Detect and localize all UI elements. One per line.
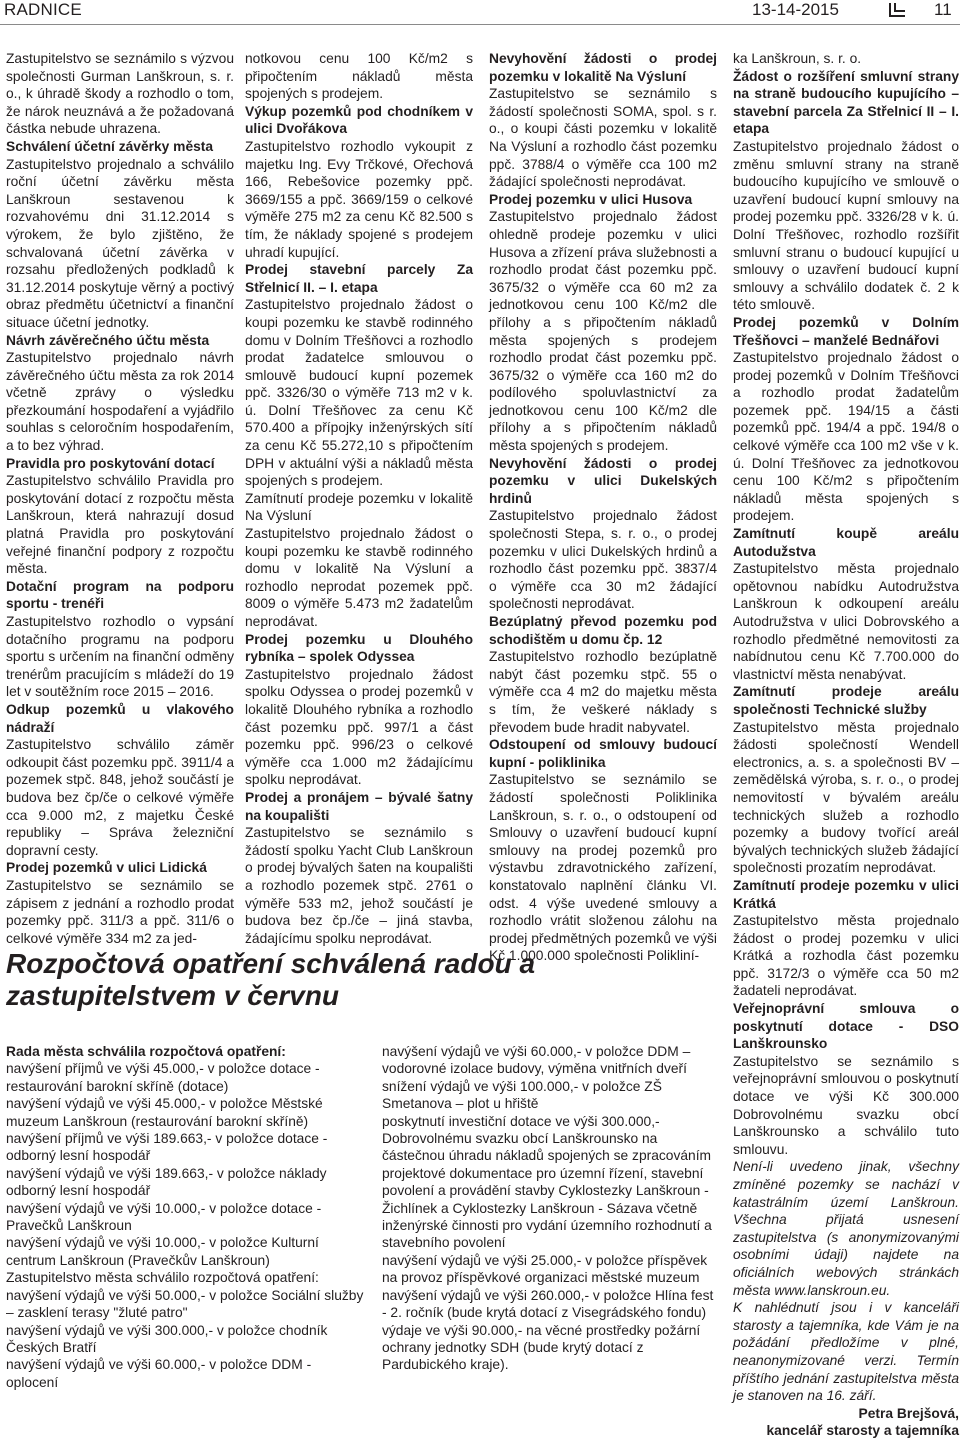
body-paragraph: Zastupitelstvo projednalo žádost o prodej pozemků v Dolním Třešňovci a rozhodlo prodat žadatelům pozemek ppč. 194/15 a části pozemků ppč. 194/4 a ppč. 194/8 o celkové výměře cca 100 m2 vše v k. ú. Dolní Třešňovec za jednotkovou cenu 100 Kč/m2 s připočtením nákladů města spojených s prodejem.: [733, 350, 959, 524]
body-paragraph: Zastupitelstvo rozhodlo vykoupit z majetku Ing. Evy Trčkové, Ořechová 166, Rebešovice pozemky ppč. 3669/155 a ppč. 3669/159 o celkové výměře 275 m2 za cenu Kč 82.500 s tím, že náklady spojené s prodejem uhradí kupující.: [245, 138, 473, 260]
body-paragraph: navýšení výdajů ve výši 300.000,- v položce chodník Českých Bratří: [6, 1322, 328, 1355]
article-column-1: [6, 50, 234, 947]
section-heading: Pravidla pro poskytování dotací: [6, 455, 215, 471]
body-paragraph: navýšení výdajů ve výši 25.000,- v položce příspěvek na provoz příspěvkové organizaci městské muzeum: [382, 1252, 708, 1286]
body-paragraph: navýšení výdajů ve výši 50.000,- v položce Sociální služby – zasklení terasy "žluté patro": [6, 1287, 364, 1321]
section-heading: Nevyhovění žádosti o prodej pozemku v lokalitě Na Výsluní: [489, 51, 717, 84]
note-paragraph: Není-li uvedeno jinak, všechny zmíněné pozemky se nachází v katastrálním území Lanškroun. Všechna přijatá usnesení zastupitelstva (s anonymizovanými osobními údaji) najdete na oficiálních webových stránkách města www.lanskroun.eu.: [733, 1159, 959, 1298]
body-paragraph: ka Lanškroun, s. r. o.: [733, 51, 862, 66]
body-paragraph: Zastupitelstvo se seznámilo s veřejnoprávní smlouvou o poskytnutí dotace ve výši Kč 300.000 Dobrovolnému svazku obcí Lanškrounsko a schválilo tuto smlouvu.: [733, 1053, 959, 1157]
section-heading: Veřejnoprávní smlouva o poskytnutí dotace - DSO Lanškrounsko: [733, 1001, 959, 1052]
body-paragraph: poskytnutí investiční dotace ve výši 300.000,- Dobrovolnému svazku obcí Lanškrounsko na částečnou úhradu nákladů spojených se zpracováním projektové dokumentace pro územní řízení, stavební povolení a provádění stavby Cyklostezky Lanškroun - Žichlínek a Cyklostezky Lanškroun - Sázava včetně inženýrské činnosti pro vydání územního rozhodnutí a stavebního povolení: [382, 1113, 712, 1251]
issue-date: 13-14-2015: [752, 0, 839, 19]
body-paragraph: Zastupitelstvo projednalo žádost spolku Odyssea o prodej pozemků v lokalitě Dlouhého rybníka a rozhodlo část pozemku ppč. 997/1 a část pozemku ppč. 996/23 o celkové výměře cca 1.000 m2 žádajícímu spolku neprodávat.: [245, 666, 473, 788]
page-number: 11: [934, 0, 952, 19]
body-paragraph: navýšení výdajů ve výši 10.000,- v položce dotace - Pravečků Lanškroun: [6, 1200, 322, 1234]
newspaper-logo-icon: [888, 2, 906, 18]
body-paragraph: Zastupitelstvo města projednalo opětovnou nabídku Autodružstva Lanškroun k odkoupení areálu Autodružstva v ulici Dobrovského a rozhodlo předmětné nemovitosti za nabídnutou cenu Kč 7.700.000 do vlastnictví města nenabývat.: [733, 561, 959, 682]
note-paragraph: K nahlédnutí jsou i v kanceláři starosty a tajemníka, kde Vám je na požádání předložíme v plné, neanonymizované verzi. Termín příštího jednání zastupitelstva města je stanoven na 16. září.: [733, 1300, 959, 1404]
body-paragraph: Zastupitelstvo schválilo záměr odkoupit část pozemku ppč. 3911/4 a pozemek stpč. 848, jehož součástí je budova bez čp/če o celkové výměře cca 9.000 m2, z majetku České republiky – Správa železniční dopravní cesty.: [6, 737, 234, 858]
section-title: RADNICE: [4, 0, 82, 19]
section-heading: Odkup pozemků u vlakového nádraží: [6, 701, 234, 735]
section-heading: Dotační program na podporu sportu - trenéři: [6, 578, 234, 612]
body-paragraph: Zastupitelstvo projednalo žádost o změnu smluvní strany na straně budoucího kupujícího ve smlouvě o uzavření budoucí kupní smlouvy na prodej pozemku ppč. 3326/28 v k. ú. Dolní Třešňovec, rozhodlo rozšířit smluvní stranu o budoucí kupující u smlouvy o uzavření budoucí kupní smlouvy a schválilo dodatek č. 2 k této smlouvě.: [733, 138, 959, 313]
body-paragraph: Zastupitelstvo projednalo žádost ohledně prodeje pozemku v ulici Husova a zřízení práva služebnosti a rozhodlo prodat část pozemku ppč. 3675/32 o výměře cca 60 m2 za jednotkovou cenu 100 Kč/m2 dle přílohy a s připočtením nákladů města spojených s prodejem rozhodlo prodat část pozemku ppč. 3675/32 o výměře cca 160 m2 do podílového spoluvlastnictví za jednotkovou cenu 100 Kč/m2 dle přílohy a s připočtením nákladů města spojených s prodejem.: [489, 209, 717, 454]
section-heading: Prodej pozemku u Dlouhého rybníka – spolek Odyssea: [245, 631, 473, 665]
body-paragraph: navýšení výdajů ve výši 60.000,- v položce DDM – vodorovné izolace budovy, výměna vnitřních dveří: [382, 1044, 691, 1077]
section-heading: Prodej pozemku v ulici Husova: [489, 191, 693, 207]
body-paragraph: Zastupitelstvo města projednalo žádosti společností Wendell electronics, a. s. a společnosti BV – zemědělská výroba, s. r. o., o prodej nemovitostí v bývalém areálu technických služeb a rozhodlo pozemky a budovy tvořící areál bývalých technických služeb žádající společnosti prozatím neprodávat.: [733, 719, 959, 876]
body-paragraph: Zastupitelstvo projednalo žádost o koupi pozemku ke stavbě rodinného domu v Dolním Třešňovci a rozhodlo prodat žadatelce smlouvou o smlouvě budoucí kupní pozemek ppč. 3326/30 o výměře 713 m2 v k. ú. Dolní Třešňovec za cenu Kč 570.400 a přípojky inženýrských sítí za cenu Kč 55.272,10 s připočtením DPH v aktuální výši a nákladů města spojených s prodejem.: [245, 297, 473, 489]
body-paragraph: navýšení výdajů ve výši 189.663,- v položce náklady odborný lesní hospodář: [6, 1165, 327, 1199]
budget-list-left: [6, 1043, 364, 1391]
article-column-3: [489, 50, 717, 965]
body-paragraph: Zastupitelstvo projednalo žádost o koupi pozemku ke stavbě rodinného domu v lokalitě Na Výsluní a rozhodlo neprodat pozemek ppč. 8009 o výměře 5.473 m2 žadatelům neprodávat.: [245, 526, 473, 629]
body-paragraph: výdaje ve výši 90.000,- na věcné prostředky požární ochrany jednotky SDH (bude krytý dotací z Pardubického kraje).: [382, 1322, 701, 1373]
body-paragraph: navýšení výdajů ve výši 45.000,- v položce Městské muzeum Lanškroun (restaurování barokní skříně): [6, 1096, 323, 1129]
section-heading: Návrh závěrečného účtu města: [6, 332, 210, 348]
body-paragraph: Zastupitelstvo se seznámilo s výzvou společnosti Gurman Lanškroun, s. r. o., k úhradě škody a rozhodlo o tom, že nárok neuznává a že požadovaná částka nebude uhrazena.: [6, 51, 234, 137]
body-paragraph: Zastupitelstvo se seznámilo se žádostí společnosti Poliklinika Lanškroun, s. r. o., o odstoupení od Smlouvy o uzavření budoucí kupní smlouvy na prodej pozemků pro výstavbu zdravotnického zařízení, konstatovalo naplnění článku VI. odst. 4 výše uvedené smlouvy a rozhodlo vrátit složenou zálohu na prodej předmětných pozemků ve výši Kč 1.000.000 společnosti Polikliní-: [489, 772, 717, 964]
section-heading: Zamítnutí prodeje pozemku v ulici Krátká: [733, 877, 959, 911]
section-heading: Prodej a pronájem – bývalé šatny na koupališti: [245, 789, 473, 823]
body-paragraph: snížení výdajů ve výši 100.000,- v položce ZŠ Smetanova – plot u hřiště: [382, 1078, 662, 1112]
section-heading: Prodej pozemků v Dolním Třešňovci – manželé Bednářovi: [733, 314, 959, 348]
body-paragraph: Zastupitelstvo se seznámilo s žádostí společnosti SOMA, spol. s r. o., o koupi části pozemku v lokalitě Na Výsluní a rozhodlo část pozemku ppč. 3788/4 o výměře cca 100 m2 žádající společnosti neprodávat.: [489, 86, 717, 190]
budget-list-right: [382, 1043, 714, 1374]
body-paragraph: Zastupitelstvo schválilo Pravidla pro poskytování dotací z rozpočtu města Lanškroun, která nahrazují dosud platná Pravidla pro poskytování veřejné finanční podpory z rozpočtu města.: [6, 473, 234, 577]
body-paragraph: Zastupitelstvo rozhodlo o vypsání dotačního programu na podporu sportu s určením na finanční odměny trenérům pracujícím s mládeží do 19 let v soutěžním roce 2015 – 2016.: [6, 614, 234, 700]
section-heading: Nevyhovění žádosti o prodej pozemku v ulici Dukelských hrdinů: [489, 455, 717, 506]
section-heading: Rada města schválila rozpočtová opatření:: [6, 1044, 286, 1059]
body-paragraph: Zastupitelstvo rozhodlo bezúplatně nabýt část pozemku stpč. 55 o výměře cca 4 m2 do majetku města s tím, že veškeré náklady s převodem bude hradit nabyvatel.: [489, 649, 717, 735]
body-paragraph: Zastupitelstvo se seznámilo s žádostí spolku Yacht Club Lanškroun o prodej bývalých šaten na koupališti a rozhodlo pozemek stpč. 2761 o výměře 533 m2, jehož součástí je budova bez čp./če – jiná stavba, žádajícímu spolku neprodávat.: [245, 825, 473, 946]
body-paragraph: navýšení příjmů ve výši 189.663,- v položce dotace - odborný lesní hospodář: [6, 1131, 328, 1164]
author-signature: kancelář starosty a tajemníka: [766, 1423, 959, 1439]
body-paragraph: notkovou cenu 100 Kč/m2 s připočtením nákladů města spojených s prodejem.: [245, 51, 473, 102]
page-header: [0, 0, 960, 25]
body-paragraph: navýšení výdajů ve výši 60.000,- v položce DDM - oplocení: [6, 1357, 312, 1390]
body-paragraph: navýšení příjmů ve výši 45.000,- v položce dotace - restaurování barokní skříně (dotace): [6, 1061, 320, 1094]
section-heading: Výkup pozemků pod chodníkem v ulici Dvořákova: [245, 103, 473, 137]
article-column-4: [733, 50, 959, 1440]
body-paragraph: Zastupitelstvo města schválilo rozpočtová opatření:: [6, 1270, 319, 1286]
budget-headline: Rozpočtová opatření schválená radou a zastupitelstvem v červnu: [6, 948, 536, 1011]
body-paragraph: Zastupitelstvo projednalo žádost společnosti Stepa, s. r. o., o prodej pozemku v ulici Dukelských hrdinů a rozhodlo část pozemku ppč. 3837/4 o výměře cca 30 m2 žádající společnosti neprodávat.: [489, 508, 717, 612]
section-heading: Schválení účetní závěrky města: [6, 138, 214, 154]
author-signature: Petra Brejšová,: [858, 1405, 959, 1421]
section-heading: Zamítnutí koupě areálu Autodužstva: [733, 526, 959, 559]
section-heading: Bezúplatný převod pozemku pod schodištěm u domu čp. 12: [489, 614, 717, 647]
body-paragraph: Zastupitelstvo projednalo a schválilo roční účetní závěrku města Lanškroun sestavenou k rozvahovému dni 31.12.2014 s výrokem, že bylo zjištěno, že schvalovaná účetní závěrka v rozsahu předložených podkladů k 31.12.2014 poskytuje věrný a poctivý obraz předmětu účetnictví a finanční situace účetní jednotky.: [6, 156, 234, 330]
body-paragraph: Zastupitelstvo se seznámilo se zápisem z jednání a rozhodlo prodat pozemky ppč. 311/3 a ppč. 311/6 o celkové výměře 334 m2 za jed-: [6, 877, 234, 946]
article-column-2: [245, 50, 473, 947]
section-heading: Žádost o rozšíření smluvní strany na straně budoucího kupujícího – stavební parcela Za Střelnicí II – I. etapa: [733, 68, 959, 137]
body-paragraph: Zastupitelstvo projednalo návrh závěrečného účtu města za rok 2014 včetně zprávy o výsledku přezkoumání hospodaření a vyjádřilo souhlas s celoročním hospodařením, a to bez výhrad.: [6, 350, 234, 454]
body-paragraph: navýšení výdajů ve výši 10.000,- v položce Kulturní centrum Lanškroun (Pravečkův Lanškroun): [6, 1235, 319, 1268]
section-heading: Prodej stavební parcely Za Střelnicí II. – I. etapa: [245, 262, 473, 295]
body-paragraph: navýšení výdajů ve výši 260.000,- v položce Hlína fest - 2. ročník (bude krytá dotací z Visegrádského fondu): [382, 1287, 714, 1321]
body-paragraph: Zastupitelstvo města projednalo žádost o prodej pozemku v ulici Krátká a rozhodla část pozemku ppč. 3172/3 o výměře cca 50 m2 žadateli neprodávat.: [733, 913, 959, 999]
section-heading: Odstoupení od smlouvy budoucí kupní - poliklinika: [489, 737, 717, 770]
section-heading: Prodej pozemků v ulici Lidická: [6, 860, 207, 876]
body-paragraph: Zamítnutí prodeje pozemku v lokalitě Na Výsluní: [245, 490, 473, 524]
section-heading: Zamítnutí prodeje areálu společnosti Technické služby: [733, 684, 959, 717]
